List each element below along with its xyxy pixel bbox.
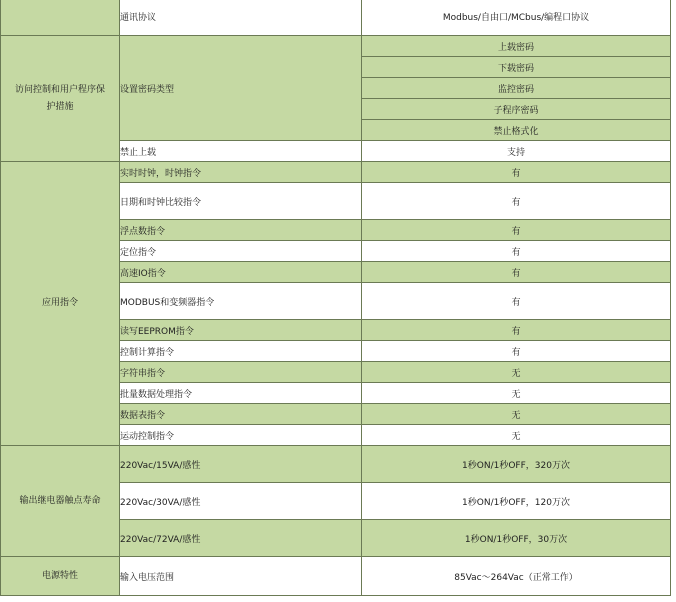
value-cell: 有 (362, 320, 671, 341)
value-cell: 无 (362, 425, 671, 446)
value-cell: Modbus/自由口/MCbus/编程口协议 (362, 0, 671, 36)
item-cell: MODBUS和变频器指令 (120, 283, 362, 320)
item-cell: 实时时钟，时钟指令 (120, 162, 362, 183)
table-row (1, 557, 671, 596)
table-row (1, 0, 671, 36)
item-cell: 读写EEPROM指令 (120, 320, 362, 341)
item-cell: 通讯协议 (120, 0, 362, 36)
item-cell: 220Vac/30VA/感性 (120, 483, 362, 520)
table-row (1, 162, 671, 183)
item-cell: 批量数据处理指令 (120, 383, 362, 404)
value-cell: 有 (362, 183, 671, 220)
value-cell: 有 (362, 341, 671, 362)
category-label: 访问控制和用户程序保护措施 (14, 84, 105, 112)
value-cell: 无 (362, 383, 671, 404)
item-cell: 定位指令 (120, 241, 362, 262)
item-password-type: 设置密码类型 (120, 36, 362, 141)
value-cell: 有 (362, 162, 671, 183)
item-cell: 220Vac/72VA/感性 (120, 520, 362, 557)
value-cell: 85Vac～264Vac（正常工作） (362, 557, 671, 596)
item-cell: 禁止上载 (120, 141, 362, 162)
category-power: 电源特性 (1, 557, 120, 596)
item-cell: 日期和时钟比较指令 (120, 183, 362, 220)
value-cell: 禁止格式化 (362, 120, 671, 141)
value-cell: 1秒ON/1秒OFF，320万次 (362, 446, 671, 483)
item-cell: 220Vac/15VA/感性 (120, 446, 362, 483)
value-cell: 有 (362, 283, 671, 320)
value-cell: 有 (362, 241, 671, 262)
category-cell (1, 0, 120, 36)
table-row (1, 36, 671, 57)
item-cell: 输入电压范围 (120, 557, 362, 596)
item-cell: 高速IO指令 (120, 262, 362, 283)
item-cell: 控制计算指令 (120, 341, 362, 362)
value-cell: 1秒ON/1秒OFF，120万次 (362, 483, 671, 520)
value-cell: 无 (362, 404, 671, 425)
item-cell: 数据表指令 (120, 404, 362, 425)
value-cell: 监控密码 (362, 78, 671, 99)
item-cell: 运动控制指令 (120, 425, 362, 446)
category-access (1, 36, 120, 162)
value-cell: 子程序密码 (362, 99, 671, 120)
table-row (1, 446, 671, 483)
value-cell: 1秒ON/1秒OFF，30万次 (362, 520, 671, 557)
item-cell: 字符串指令 (120, 362, 362, 383)
category-relay: 输出继电器触点寿命 (1, 446, 120, 557)
item-cell: 浮点数指令 (120, 220, 362, 241)
value-cell: 上载密码 (362, 36, 671, 57)
value-cell: 有 (362, 220, 671, 241)
value-cell: 无 (362, 362, 671, 383)
value-cell: 下载密码 (362, 57, 671, 78)
category-app: 应用指令 (1, 162, 120, 446)
value-cell: 支持 (362, 141, 671, 162)
value-cell: 有 (362, 262, 671, 283)
